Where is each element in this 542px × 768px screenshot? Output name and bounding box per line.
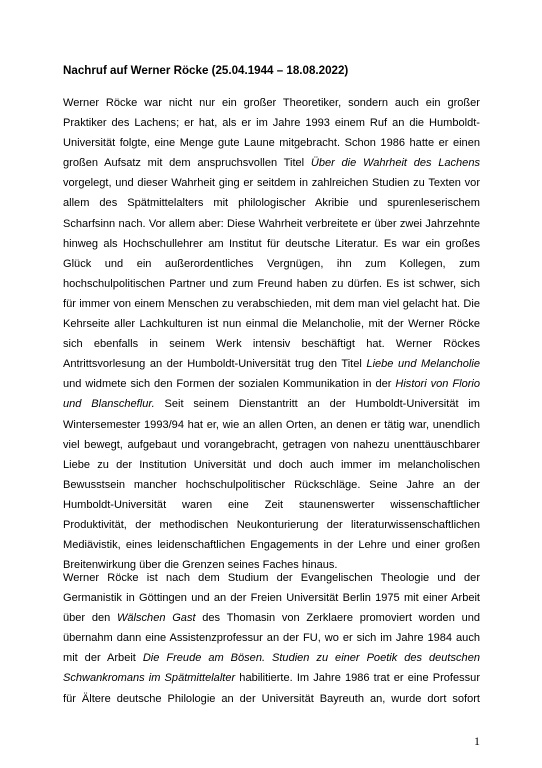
text-line	[63, 374, 480, 394]
body-text: Werner Röcke war nicht nur ein großer Theoretiker, sondern auch ein großer	[63, 97, 480, 109]
text-line	[63, 274, 480, 294]
paragraph-biography	[63, 568, 480, 709]
body-text: Humboldt-Universität waren eine Zeit staunenswerter wissenschaftlicher	[63, 498, 480, 511]
body-text: sich ebenfalls in seinem Werk intensiv beschäftigt hat. Werner Röckes	[63, 338, 480, 351]
text-line	[63, 394, 480, 414]
italic-title-text: und Blanscheflur.	[63, 398, 155, 411]
body-text: Germanistik in Göttingen und an der Freien Universität Berlin 1975 mit einer Arbeit	[63, 592, 480, 605]
body-text: Praktiker des Lachens; er hat, als er im Jahre 1993 einem Ruf an die Humboldt-	[63, 117, 480, 130]
body-text: Wintersemester 1993/94 hat er, wie an allen Orten, an denen er tätig war, unendlich	[63, 418, 480, 431]
body-text: Scharfsinn nach. Vor allem aber: Diese Wahrheit verbreitete er über zwei Jahrzehnte	[63, 217, 480, 230]
body-text: hinweg als Hochschullehrer am Institut für deutsche Literatur. Es war ein großes	[63, 237, 480, 250]
body-text: Antrittsvorlesung an der Humboldt-Universität trug den Titel	[63, 358, 367, 371]
body-text: Bewusstsein mancher hochschulpolitischer Rückschläge. Seine Jahre an der	[63, 478, 480, 491]
italic-title-text: Die Freude am Bösen. Studien zu einer Poetik des deutschen	[142, 652, 480, 665]
body-text: Breitenwirkung über die Grenzen seines Faches hinaus.	[63, 559, 338, 572]
page-number: 1	[474, 734, 480, 748]
text-line	[63, 648, 480, 668]
body-text: allem des Spätmittelalters mit philologischer Akribie und spurenleserischem	[63, 197, 480, 210]
text-line	[63, 314, 480, 334]
body-text: Universität folgte, eine Menge gute Laune mitgebracht. Schon 1986 hatte er einen	[63, 137, 480, 150]
body-text: Mediävistik, eines leidenschaftlichen Engagements in der Lehre und einer großen	[63, 539, 480, 552]
italic-title-text: Liebe und Melancholie	[366, 358, 480, 371]
text-line	[63, 234, 480, 254]
text-line	[63, 334, 480, 354]
text-line	[63, 173, 480, 193]
body-text: großen Aufsatz mit dem anspruchsvollen Titel	[63, 157, 311, 170]
text-line	[63, 628, 480, 648]
body-text: Seit seinem Dienstantritt an der Humboldt-Universität im	[154, 398, 480, 411]
body-text: habilitierte. Im Jahre 1986 trat er eine Professur	[235, 672, 480, 685]
document-title: Nachruf auf Werner Röcke (25.04.1944 – 18.08.2022)	[63, 64, 349, 77]
text-line	[63, 214, 480, 234]
body-text: Produktivität, der methodischen Neukonturierung der literaturwissenschaftlichen	[63, 518, 480, 531]
text-line	[63, 515, 480, 535]
body-text: hochschulpolitischen Partner und zum Freund haben zu dürfen. Es ist schwer, sich	[63, 277, 480, 290]
text-line	[63, 495, 480, 515]
text-line	[63, 254, 480, 274]
body-text: mit der Arbeit	[63, 652, 143, 665]
text-line	[63, 153, 480, 173]
body-text: für Ältere deutsche Philologie an der Universität Bayreuth an, wurde dort sofort	[63, 692, 480, 705]
body-text: Werner Röcke ist nach dem Studium der Evangelischen Theologie und der	[63, 572, 480, 584]
text-line	[63, 568, 480, 588]
paragraph-obituary-intro	[63, 93, 480, 575]
body-text: des Thomasin von Zerklaere promoviert worden und	[195, 612, 480, 625]
text-line	[63, 113, 480, 133]
text-line	[63, 193, 480, 213]
body-text: für immer von einem Menschen zu verabschieden, mit dem man viel gelacht hat. Die	[63, 297, 480, 310]
text-line	[63, 93, 480, 113]
body-text: Liebe zu der Institution Universität und doch auch immer im melancholischen	[63, 458, 480, 471]
italic-title-text: Schwankromans im Spätmittelalter	[63, 672, 236, 685]
text-line	[63, 475, 480, 495]
text-line	[63, 608, 480, 628]
italic-title-text: Histori von Florio	[395, 378, 480, 391]
text-line	[63, 535, 480, 555]
text-line	[63, 668, 480, 688]
body-text: vorgelegt, und dieser Wahrheit ging er seitdem in zahlreichen Studien zu Texten vor	[63, 177, 480, 190]
body-text: über den	[63, 612, 117, 625]
text-line	[63, 354, 480, 374]
text-line	[63, 435, 480, 455]
italic-title-text: Wälschen Gast	[116, 612, 196, 625]
body-text: Kehrseite aller Lachkulturen ist nun einmal die Melancholie, mit der Werner Röcke	[63, 318, 480, 331]
text-line	[63, 588, 480, 608]
italic-title-text: Über die Wahrheit des Lachens	[310, 157, 480, 170]
body-text: und widmete sich den Formen der sozialen Kommunikation in der	[63, 378, 396, 391]
text-line	[63, 294, 480, 314]
text-line	[63, 689, 480, 709]
text-line	[63, 133, 480, 153]
text-line	[63, 455, 480, 475]
text-line	[63, 415, 480, 435]
body-text: viel bewegt, aufgebaut und vorangebracht, getragen von nahezu unenttäuschbarer	[63, 438, 480, 451]
body-text: übernahm dann eine Assistenzprofessur an der FU, wo er sich im Jahre 1984 auch	[63, 632, 480, 645]
body-text: Glück und ein außerordentliches Vergnügen, ihn zum Kollegen, zum	[63, 257, 480, 270]
